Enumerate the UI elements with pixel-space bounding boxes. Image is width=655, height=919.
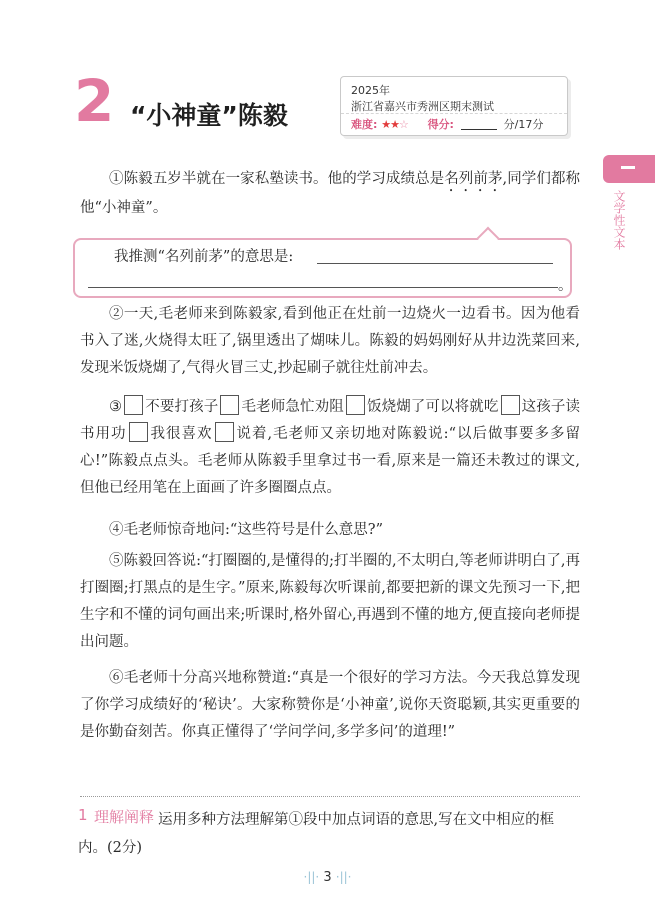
section-label: 文学性文本 <box>612 190 626 250</box>
section-tab <box>603 155 655 183</box>
paragraph-1 <box>80 166 580 222</box>
paragraph-3 <box>80 394 580 502</box>
page-number: 3 <box>323 870 332 885</box>
star-filled-icon: ★ <box>390 118 399 131</box>
star-empty-icon: ☆ <box>399 118 408 131</box>
answer-prompt: 我推测“名列前茅”的意思是: <box>114 249 294 265</box>
answer-line[interactable] <box>317 263 553 264</box>
question-text: 运用多种方法理解第①段中加点词语的意思,写在文中相应的框内。(2分) <box>78 812 555 856</box>
p3-text: 毛老师急忙劝阻 <box>241 399 344 415</box>
paragraph-5 <box>80 548 580 656</box>
p3-text: 这孩子读书用功 <box>80 399 581 442</box>
difficulty-label: 难度: <box>351 118 378 131</box>
score-label: 得分: <box>427 118 454 131</box>
lesson-number: 2 <box>74 67 113 135</box>
p3-text: 饭烧煳了可以将就吃 <box>366 399 499 415</box>
page-deco-right: ·||· <box>335 870 352 884</box>
paragraph-6 <box>80 665 580 746</box>
difficulty-stars <box>381 118 408 131</box>
punctuation-box[interactable] <box>129 422 148 442</box>
paragraph-2 <box>80 301 580 382</box>
test-source: 浙江省嘉兴市秀洲区期末测试 <box>351 100 494 113</box>
difficulty-score-row <box>351 116 543 132</box>
test-year: 2025年 <box>351 84 390 97</box>
dotted-word: 名列前茅 <box>444 171 503 187</box>
punctuation-box[interactable] <box>501 395 520 415</box>
p3-text: 我很喜欢 <box>149 426 213 442</box>
score-total: 分/17分 <box>503 118 544 131</box>
p3-text: 不要打孩子 <box>145 399 219 415</box>
section-divider <box>80 796 580 797</box>
p2-text: ②一天,毛老师来到陈毅家,看到他正在灶前一边烧火一边看书。因为他看书入了迷,火烧得太旺了,锅里透出了煳味儿。陈毅的妈妈刚好从井边洗菜回来,发现米饭烧煳了,气得火冒三丈,抄起刷子就往灶前冲去。 <box>80 306 580 376</box>
question-number: 1 <box>78 806 88 824</box>
lesson-title: “小神童”陈毅 <box>130 101 288 130</box>
test-info-box <box>340 76 568 136</box>
answer-end-mark: 。 <box>558 278 573 294</box>
page-deco-left: ·||· <box>303 870 320 884</box>
p1-text-end: ,同学们都称他“小神童”。 <box>80 171 581 216</box>
punctuation-box[interactable] <box>124 395 143 415</box>
p5-text: ⑤陈毅回答说:“打圈圈的,是懂得的;打半圈的,不太明白,等老师讲明白了,再打圈圈;打黑点的是生字。”原来,陈毅每次听课前,都要把新的课文先预习一下,把生字和不懂的词句画出来;听课时,格外留心,再遇到不懂的地方,便直接向老师提出问题。 <box>80 553 580 650</box>
info-divider <box>341 113 567 114</box>
section-tab-dash <box>621 166 635 169</box>
page-footer <box>300 870 355 885</box>
question-tag: 理解阐释 <box>94 808 155 826</box>
p3-num: ③ <box>109 399 123 415</box>
punctuation-box[interactable] <box>346 395 365 415</box>
p1-text: ①陈毅五岁半就在一家私塾读书。他的学习成绩总是 <box>109 171 445 187</box>
answer-line[interactable] <box>88 287 558 288</box>
star-filled-icon: ★ <box>381 118 391 131</box>
p3-text: 说着,毛老师又亲切地对陈毅说:“以后做事要多多留心!”陈毅点点头。毛老师从陈毅手里拿过书一看,原来是一篇还未教过的课文,但他已经用笔在上面画了许多圈圈点点。 <box>80 426 581 496</box>
punctuation-box[interactable] <box>220 395 239 415</box>
p6-text: ⑥毛老师十分高兴地称赞道:“真是一个很好的学习方法。今天我总算发现了你学习成绩好的‘秘诀’。大家称赞你是‘小神童’,说你天资聪颖,其实更重要的是你勤奋刻苦。你真正懂得了‘学问学问,多学多问’的道理!” <box>80 670 580 740</box>
p4-text: ④毛老师惊奇地问:“这些符号是什么意思?” <box>109 522 383 538</box>
punctuation-box[interactable] <box>215 422 234 442</box>
paragraph-4 <box>80 517 580 544</box>
score-blank[interactable] <box>461 119 497 130</box>
